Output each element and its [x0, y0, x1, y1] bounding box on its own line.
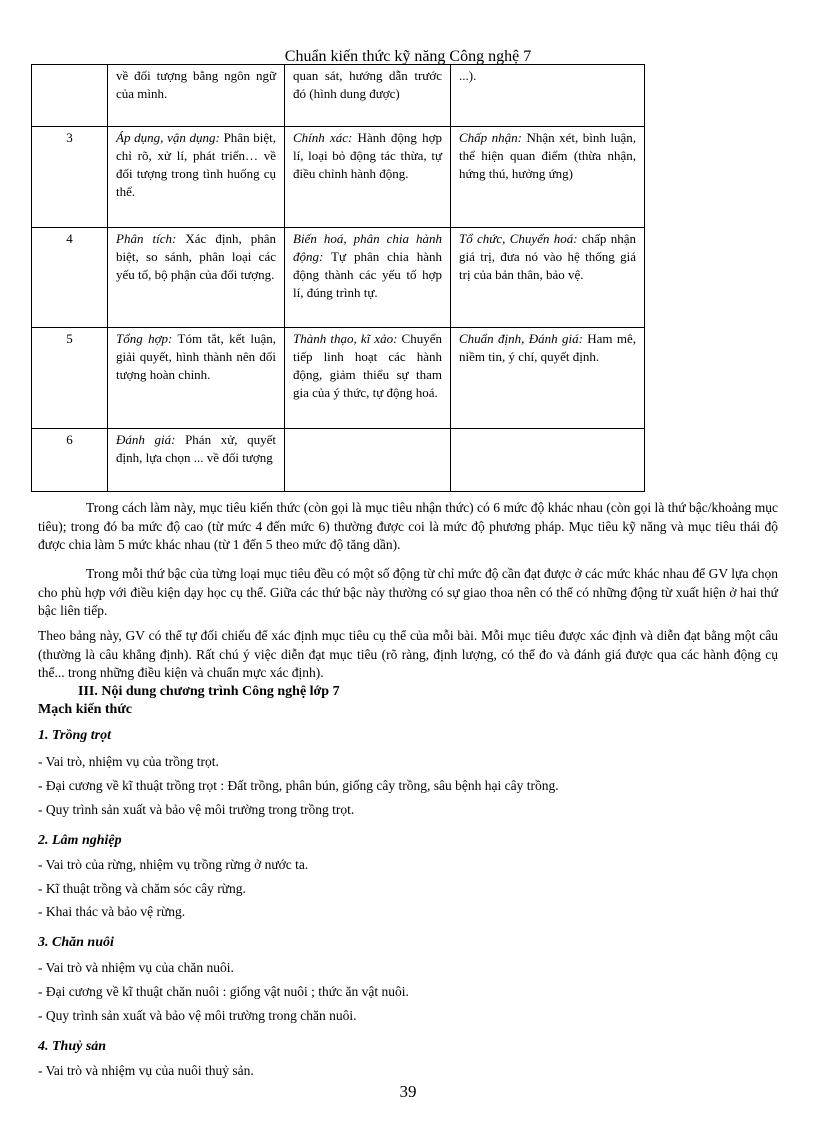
knowledge-cell — [108, 328, 285, 429]
list-item: - Vai trò, nhiệm vụ của trồng trọt. — [38, 754, 219, 769]
knowledge-term: Đánh giá: — [116, 432, 176, 447]
list-item: - Kĩ thuật trồng và chăm sóc cây rừng. — [38, 881, 246, 896]
page-number: 39 — [399, 1082, 417, 1101]
knowledge-text: Xác định, phân biệt, so sánh, phân loại các yếu tố, bộ phận của đối tượng. — [116, 231, 277, 282]
knowledge-term: Tổng hợp: — [116, 331, 173, 346]
attitude-text: Nhận xét, bình luận, thể hiện quan điểm (thừa nhận, hứng thú, hưởng ứng) — [459, 130, 636, 181]
skill-text: Chuyển tiếp linh hoạt các hành động, giảm thiểu sự tham gia của ý thức, tự động hoá. — [293, 331, 442, 400]
knowledge-cell — [108, 228, 285, 328]
list-item: - Vai trò và nhiệm vụ của chăn nuôi. — [38, 960, 234, 975]
attitude-term: Chuẩn định, Đánh giá: — [459, 331, 583, 346]
knowledge-term: Áp dụng, vận dụng: — [116, 130, 220, 145]
knowledge-text: về đối tượng bằng ngôn ngữ của mình. — [116, 68, 276, 101]
section-subheading: Mạch kiến thức — [38, 702, 132, 717]
level-number: 4 — [32, 228, 108, 328]
objectives-table — [31, 64, 645, 492]
skill-cell — [285, 328, 451, 429]
attitude-cell — [451, 429, 645, 492]
table-row — [32, 328, 645, 429]
knowledge-cell — [108, 429, 285, 492]
paragraph: Theo bảng này, GV có thể tự đối chiếu để xác định mục tiêu cụ thể của mỗi bài. Mỗi mục tiêu được xác định và diễn đạt bằng một câu (thường là câu khẳng định). Rất chú ý việc diễn đạt mục tiêu (rõ ràng, định lượng, có thể đo và đánh giá được qua các hành động cụ thể... trong những điều kiện và chuẩn mực xác định). — [38, 628, 778, 680]
topic-title: 4. Thuỷ sản — [38, 1039, 107, 1054]
topic-title: 2. Lâm nghiệp — [38, 833, 122, 848]
knowledge-term: Phân tích: — [116, 231, 177, 246]
level-number — [32, 65, 108, 127]
table-row — [32, 228, 645, 328]
skill-text: Hành động hợp lí, loại bỏ động tác thừa, tự điều chỉnh hành động. — [293, 130, 442, 181]
list-item: - Đại cương về kĩ thuật trồng trọt : Đất trồng, phân bún, giống cây trồng, sâu bệnh hại cây trồng. — [38, 778, 559, 793]
skill-term: Thành thạo, kĩ xảo: — [293, 331, 398, 346]
knowledge-text: Phán xử, quyết định, lựa chọn ... về đối tượng — [116, 432, 276, 465]
paragraph: Trong mỗi thứ bậc của từng loại mục tiêu đều có một số động từ chỉ mức độ cần đạt được ở các mức khác nhau để GV lựa chọn cho phù hợp với điều kiện dạy học cụ thể. Giữa các thứ bậc này thường có sự giao thoa nên có thể có những động từ xuất hiện ở hai thứ bậc liên tiếp. — [38, 566, 778, 618]
table-row — [32, 65, 645, 127]
list-item: - Khai thác và bảo vệ rừng. — [38, 904, 186, 919]
attitude-cell — [451, 328, 645, 429]
attitude-text: Ham mê, niềm tin, ý chí, quyết định. — [459, 331, 636, 364]
knowledge-cell — [108, 127, 285, 228]
list-item: - Vai trò của rừng, nhiệm vụ trồng rừng ở nước ta. — [38, 857, 309, 872]
level-number: 5 — [32, 328, 108, 429]
attitude-cell — [451, 228, 645, 328]
level-number: 6 — [32, 429, 108, 492]
knowledge-text: Phân biệt, chỉ rõ, xử lí, phát triển… về đối tượng trong tình huống cụ thể. — [116, 130, 276, 199]
attitude-term: Tổ chức, Chuyển hoá: — [459, 231, 578, 246]
knowledge-text: Tóm tắt, kết luận, giải quyết, hình thành nên đối tượng hoàn chỉnh. — [116, 331, 277, 382]
page-header: Chuẩn kiến thức kỹ năng Công nghệ 7 — [284, 48, 532, 65]
skill-cell — [285, 127, 451, 228]
list-item: - Vai trò và nhiệm vụ của nuôi thuỷ sản. — [38, 1063, 254, 1078]
topic-title: 3. Chăn nuôi — [38, 935, 114, 950]
skill-term: Chính xác: — [293, 130, 353, 145]
skill-cell — [285, 65, 451, 127]
attitude-term: Chấp nhận: — [459, 130, 522, 145]
skill-cell — [285, 429, 451, 492]
table-row — [32, 127, 645, 228]
list-item: - Đại cương về kĩ thuật chăn nuôi : giống vật nuôi ; thức ăn vật nuôi. — [38, 984, 409, 999]
attitude-text: ...). — [459, 68, 477, 83]
skill-text: quan sát, hướng dẫn trước đó (hình dung được) — [293, 68, 442, 101]
knowledge-cell — [108, 65, 285, 127]
level-number: 3 — [32, 127, 108, 228]
table-row — [32, 429, 645, 492]
section-heading: III. Nội dung chương trình Công nghệ lớp 7 — [78, 684, 340, 699]
attitude-cell — [451, 65, 645, 127]
attitude-text: chấp nhận giá trị, đưa nó vào hệ thống giá trị của bản thân, bảo vệ. — [459, 231, 637, 282]
attitude-cell — [451, 127, 645, 228]
list-item: - Quy trình sản xuất và bảo vệ môi trường trong trồng trọt. — [38, 802, 355, 817]
skill-cell — [285, 228, 451, 328]
paragraph: Trong cách làm này, mục tiêu kiến thức (còn gọi là mục tiêu nhận thức) có 6 mức độ khác nhau (còn gọi là thứ bậc/khoảng mục tiêu); trong đó ba mức độ cao (từ mức 4 đến mức 6) thường được coi là mức độ phương pháp. Mục tiêu kỹ năng và mục tiêu thái độ được chia làm 5 mức khác nhau (từ 1 đến 5 theo mức độ tăng dần). — [38, 500, 778, 552]
skill-text: Tự phân chia hành động thành các yếu tố hợp lí, đúng trình tự. — [293, 249, 442, 300]
skill-term: Biến hoá, phân chia hành động: — [293, 231, 442, 264]
list-item: - Quy trình sản xuất và bảo vệ môi trường trong chăn nuôi. — [38, 1008, 357, 1023]
topic-title: 1. Trồng trọt — [38, 728, 111, 743]
